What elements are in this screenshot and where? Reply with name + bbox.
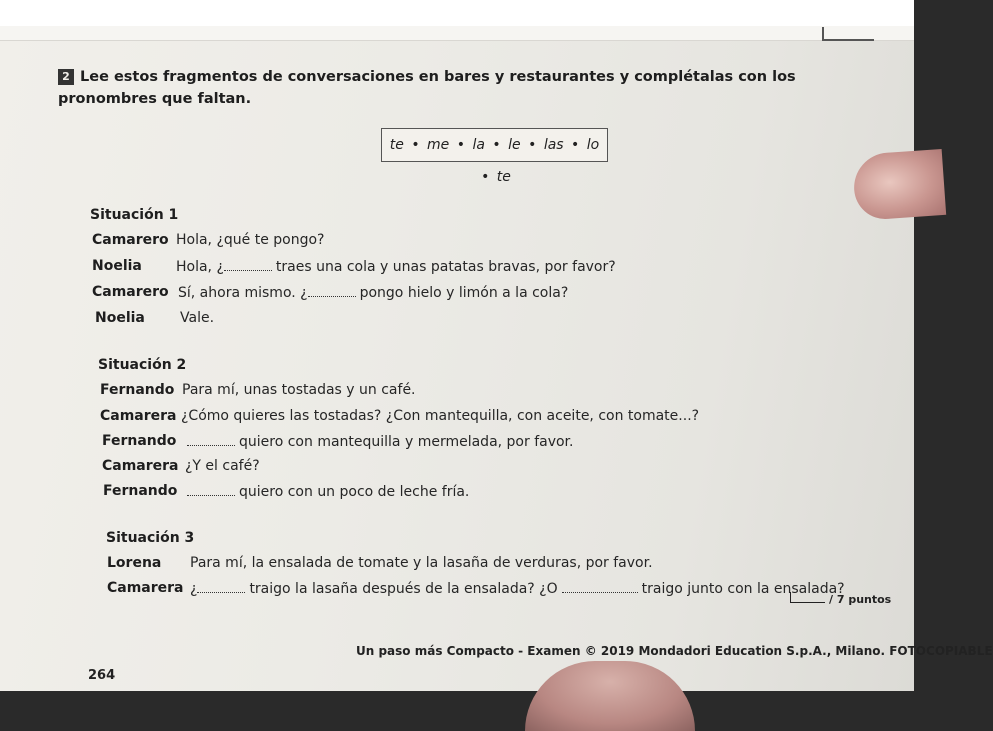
dialogue-text: ¿ xyxy=(190,581,198,597)
photo-background-top xyxy=(0,0,914,26)
word-bank-item: te xyxy=(389,137,404,153)
dialogue-text: Hola, ¿ xyxy=(176,259,224,275)
word-bank xyxy=(381,128,608,185)
speaker-name: Fernando xyxy=(100,382,175,398)
score-input[interactable] xyxy=(790,592,825,603)
dialogue-text: traigo la lasaña después de la ensalada? ¿O xyxy=(249,581,558,597)
word-bank-separator: • xyxy=(571,137,580,153)
dialogue-line xyxy=(176,258,616,275)
dialogue-line xyxy=(190,555,653,571)
speaker-name: Fernando xyxy=(103,483,178,499)
dialogue-text: traigo junto con la ensalada? xyxy=(641,581,845,597)
word-bank-separator: • xyxy=(481,169,490,185)
speaker-name: Camarero xyxy=(92,284,169,300)
dialogue-line xyxy=(180,310,214,326)
dialogue-text: quiero con un poco de leche fría. xyxy=(239,484,470,500)
dialogue-text: ¿Cómo quieres las tostadas? ¿Con mantequilla, con aceite, con tomate...? xyxy=(181,408,700,424)
dialogue-text: Sí, ahora mismo. ¿ xyxy=(178,285,308,301)
word-bank-item: lo xyxy=(586,137,600,153)
word-bank-item: le xyxy=(508,137,521,153)
speaker-name: Camarero xyxy=(92,232,169,248)
exercise-number: 2 xyxy=(58,69,74,85)
answer-blank[interactable] xyxy=(562,580,638,593)
dialogue-line xyxy=(187,433,573,450)
dialogue-line xyxy=(178,284,568,301)
dialogue-text: quiero con mantequilla y mermelada, por favor. xyxy=(239,434,574,450)
dialogue-text: Vale. xyxy=(180,310,215,326)
dialogue-line xyxy=(190,580,845,597)
dialogue-text: Hola, ¿qué te pongo? xyxy=(176,232,325,248)
score-total: / 7 puntos xyxy=(829,593,892,606)
word-bank-item: la xyxy=(472,137,485,153)
dialogue-line xyxy=(181,408,699,424)
word-bank-item: me xyxy=(427,137,450,153)
dialogue-text: pongo hielo y limón a la cola? xyxy=(359,285,569,301)
speaker-name: Camarera xyxy=(107,580,184,596)
answer-blank[interactable] xyxy=(308,284,356,297)
corner-mark xyxy=(822,27,874,41)
speaker-name: Lorena xyxy=(107,555,162,571)
word-bank-separator: • xyxy=(492,137,501,153)
answer-blank[interactable] xyxy=(224,258,272,271)
dialogue-line xyxy=(182,382,416,398)
word-bank-separator: • xyxy=(456,137,466,153)
footer-copyright: Un paso más Compacto - Examen © 2019 Mondadori Education S.p.A., Milano. FOTOCOPIABLE xyxy=(356,644,993,658)
page-number: 264 xyxy=(88,668,116,683)
situation-2-title: Situación 2 xyxy=(98,357,187,373)
situation-1-title: Situación 1 xyxy=(90,207,179,223)
exercise-instruction xyxy=(58,66,878,110)
dialogue-text: Para mí, la ensalada de tomate y la lasaña de verduras, por favor. xyxy=(190,555,653,571)
speaker-name: Fernando xyxy=(102,433,177,449)
speaker-name: Noelia xyxy=(95,310,145,326)
answer-blank[interactable] xyxy=(197,580,245,593)
dialogue-text: Para mí, unas tostadas y un café. xyxy=(182,382,416,398)
dialogue-line xyxy=(176,232,324,248)
situation-3-title: Situación 3 xyxy=(106,530,195,546)
speaker-name: Camarera xyxy=(102,458,179,474)
dialogue-text: ¿Y el café? xyxy=(185,458,260,474)
dialogue-line xyxy=(185,458,260,474)
answer-blank[interactable] xyxy=(187,433,235,446)
word-bank-item: te xyxy=(496,169,511,185)
dialogue-line xyxy=(187,483,469,500)
score-box xyxy=(790,592,891,606)
speaker-name: Noelia xyxy=(92,258,142,274)
word-bank-separator: • xyxy=(411,137,420,153)
dialogue-text: traes una cola y unas patatas bravas, por favor? xyxy=(275,259,616,275)
finger-right xyxy=(852,149,946,221)
word-bank-separator: • xyxy=(528,137,537,153)
previous-page-edge xyxy=(0,26,914,41)
word-bank-item: las xyxy=(543,137,564,153)
instruction-text: Lee estos fragmentos de conversaciones en bares y restaurantes y complétalas con los pronombres que faltan. xyxy=(58,69,796,107)
answer-blank[interactable] xyxy=(187,483,235,496)
speaker-name: Camarera xyxy=(100,408,177,424)
